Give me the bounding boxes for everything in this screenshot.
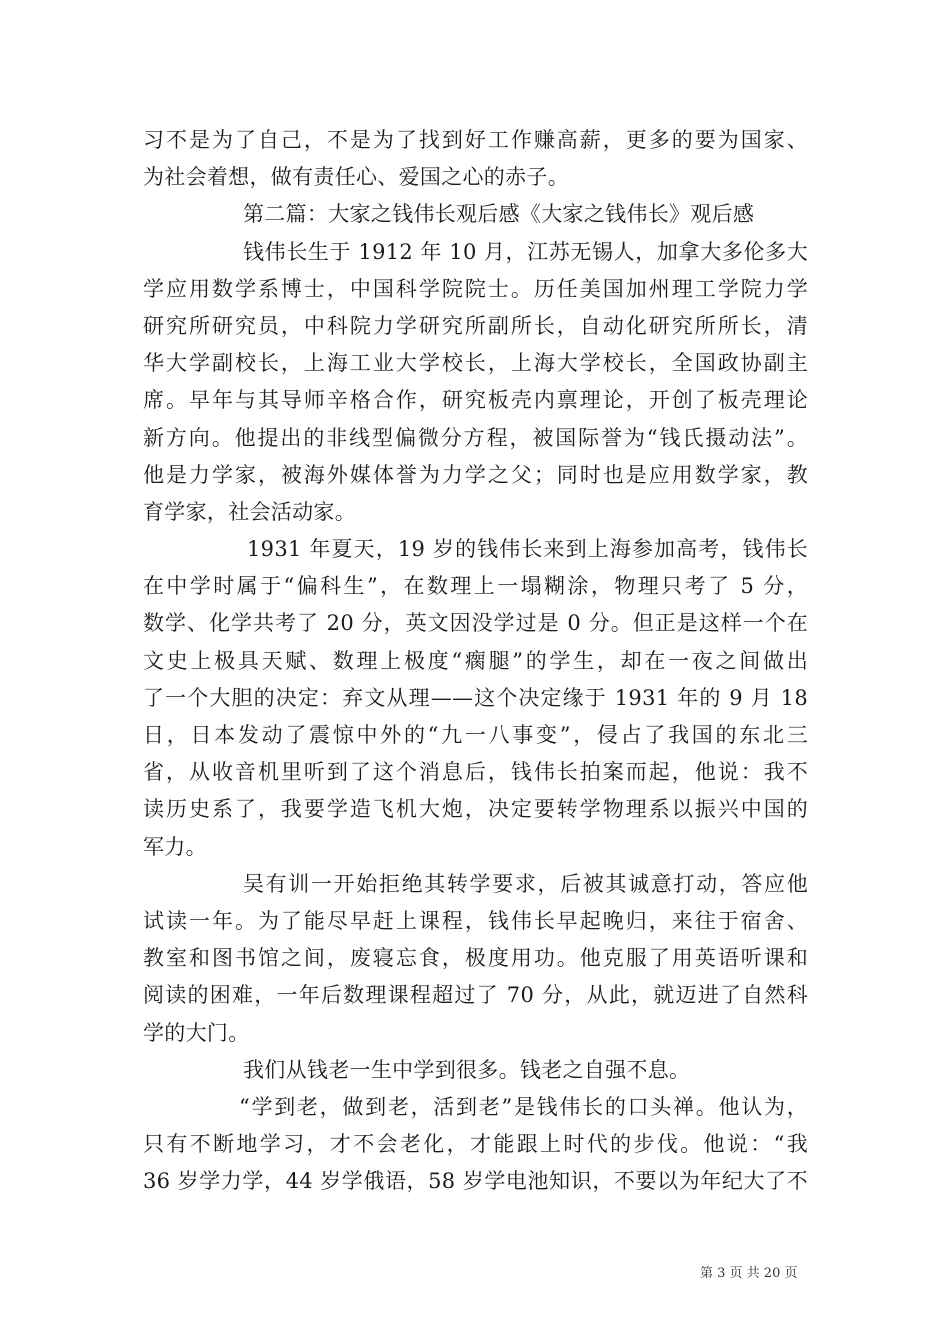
- text-line: 研究所研究员，中科院力学研究所副所长，自动化研究所所长，清: [143, 313, 808, 338]
- document-body: [143, 122, 808, 1200]
- text-line: 新方向。他提出的非线型偏微分方程，被国际誉为“钱氏摄动法”。: [143, 425, 808, 450]
- text-line: 阅读的困难，一年后数理课程超过了 70 分，从此，就迈进了自然科: [143, 983, 808, 1008]
- text-line: 数学、化学共考了 20 分，英文因没学过是 0 分。但正是这样一个在: [143, 611, 808, 636]
- text-line: 育学家，社会活动家。: [143, 499, 356, 524]
- text-line: 席。早年与其导师辛格合作，研究板壳内禀理论，开创了板壳理论: [143, 388, 808, 413]
- text-line: 只有不断地学习，才不会老化，才能跟上时代的步伐。他说：“我: [143, 1132, 808, 1157]
- text-line: 文史上极具天赋、数理上极度“瘸腿”的学生，却在一夜之间做出: [143, 648, 808, 673]
- text-line: 华大学副校长，上海工业大学校长，上海大学校长，全国政协副主: [143, 351, 808, 376]
- text-line: 试读一年。为了能尽早赶上课程，钱伟长早起晚归，来往于宿舍、: [143, 908, 808, 933]
- text-line: 日，日本发动了震惊中外的“九一八事变”，侵占了我国的东北三: [143, 723, 808, 747]
- section-heading: 第二篇：大家之钱伟长观后感《大家之钱伟长》观后感: [243, 202, 755, 227]
- text-line: 学的大门。: [143, 1020, 250, 1045]
- text-line: 习不是为了自己，不是为了找到好工作赚高薪，更多的要为国家、: [143, 128, 808, 152]
- text-line: 了一个大胆的决定：弃文从理——这个决定缘于 1931 年的 9 月 18: [143, 685, 808, 710]
- text-line: 我们从钱老一生中学到很多。钱老之自强不息。: [243, 1057, 691, 1082]
- text-line: “学到老，做到老，活到老”是钱伟长的口头禅。他认为，: [239, 1094, 808, 1119]
- text-line: 军力。: [143, 834, 207, 859]
- text-line: 1931 年夏天，19 岁的钱伟长来到上海参加高考，钱伟长: [247, 537, 808, 562]
- text-line: 省，从收音机里听到了这个消息后，钱伟长拍案而起，他说：我不: [143, 760, 808, 785]
- text-line: 学应用数学系博士，中国科学院院士。历任美国加州理工学院力学: [143, 276, 808, 301]
- text-line: 读历史系了，我要学造飞机大炮，决定要转学物理系以振兴中国的: [143, 797, 808, 822]
- text-line: 教室和图书馆之间，废寝忘食，极度用功。他克服了用英语听课和: [143, 946, 808, 971]
- text-line: 钱伟长生于 1912 年 10 月，江苏无锡人，加拿大多伦多大: [243, 239, 808, 264]
- text-line: 他是力学家，被海外媒体誉为力学之父；同时也是应用数学家，教: [143, 462, 808, 487]
- text-line: 36 岁学力学，44 岁学俄语，58 岁学电池知识，不要以为年纪大了不: [143, 1169, 808, 1194]
- text-line: 为社会着想，做有责任心、爱国之心的赤子。: [143, 165, 569, 190]
- text-line: 在中学时属于“偏科生”，在数理上一塌糊涂，物理只考了 5 分，: [143, 574, 808, 599]
- page-number-footer: 第 3 页 共 20 页: [700, 1266, 798, 1281]
- text-line: 吴有训一开始拒绝其转学要求，后被其诚意打动，答应他: [243, 871, 808, 896]
